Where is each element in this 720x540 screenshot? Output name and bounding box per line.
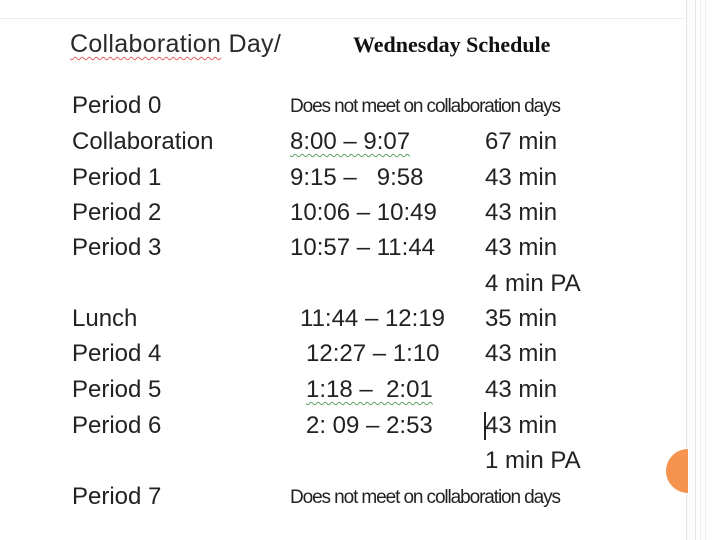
row-duration-period-3: 43 min bbox=[485, 234, 558, 261]
row-duration-period-6: 43 min bbox=[485, 412, 558, 439]
row-label-period-2: Period 2 bbox=[72, 199, 162, 226]
row-label-collaboration: Collaboration bbox=[72, 128, 214, 155]
title-word-collaboration: Collaboration bbox=[70, 30, 222, 58]
slide-right-border-inner bbox=[700, 0, 706, 540]
row-duration-period-5: 43 min bbox=[485, 376, 558, 403]
row-label-period-7: Period 7 bbox=[72, 483, 162, 510]
row-time-collaboration: 8:00 – 9:07 bbox=[290, 128, 411, 155]
row-label-period-1: Period 1 bbox=[72, 164, 162, 191]
row-duration-period-2: 43 min bbox=[485, 199, 558, 226]
row-label-period-5: Period 5 bbox=[72, 376, 162, 403]
row-duration-collaboration: 67 min bbox=[485, 128, 558, 155]
row-time-period-5: 1:18 – 2:01 bbox=[306, 376, 433, 403]
row-time-period-2: 10:06 – 10:49 bbox=[290, 199, 437, 226]
row-time-period-6: 2: 09 – 2:53 bbox=[306, 412, 433, 439]
row-duration-period-4: 43 min bbox=[485, 340, 558, 367]
row-passing-after-period-6: 1 min PA bbox=[485, 447, 581, 474]
title-part-1 bbox=[70, 30, 281, 59]
row-label-period-3: Period 3 bbox=[72, 234, 162, 261]
row-note-period-0: Does not meet on collaboration days bbox=[290, 96, 560, 117]
row-note-period-7: Does not meet on collaboration days bbox=[290, 487, 560, 508]
row-label-period-0: Period 0 bbox=[72, 92, 162, 119]
row-passing-after-period-3: 4 min PA bbox=[485, 270, 581, 297]
row-label-lunch: Lunch bbox=[72, 305, 138, 332]
title-part-2: Wednesday Schedule bbox=[353, 32, 554, 58]
row-time-period-4: 12:27 – 1:10 bbox=[306, 340, 440, 367]
row-duration-lunch: 35 min bbox=[485, 305, 558, 332]
row-label-period-4: Period 4 bbox=[72, 340, 162, 367]
title-word-day: Day/ bbox=[228, 30, 282, 58]
row-time-period-1: 9:15 – 9:58 bbox=[290, 164, 424, 191]
row-label-period-6: Period 6 bbox=[72, 412, 162, 439]
row-time-period-3: 10:57 – 11:44 bbox=[290, 234, 436, 261]
row-time-lunch: 11:44 – 12:19 bbox=[300, 305, 446, 332]
row-duration-period-1: 43 min bbox=[485, 164, 558, 191]
